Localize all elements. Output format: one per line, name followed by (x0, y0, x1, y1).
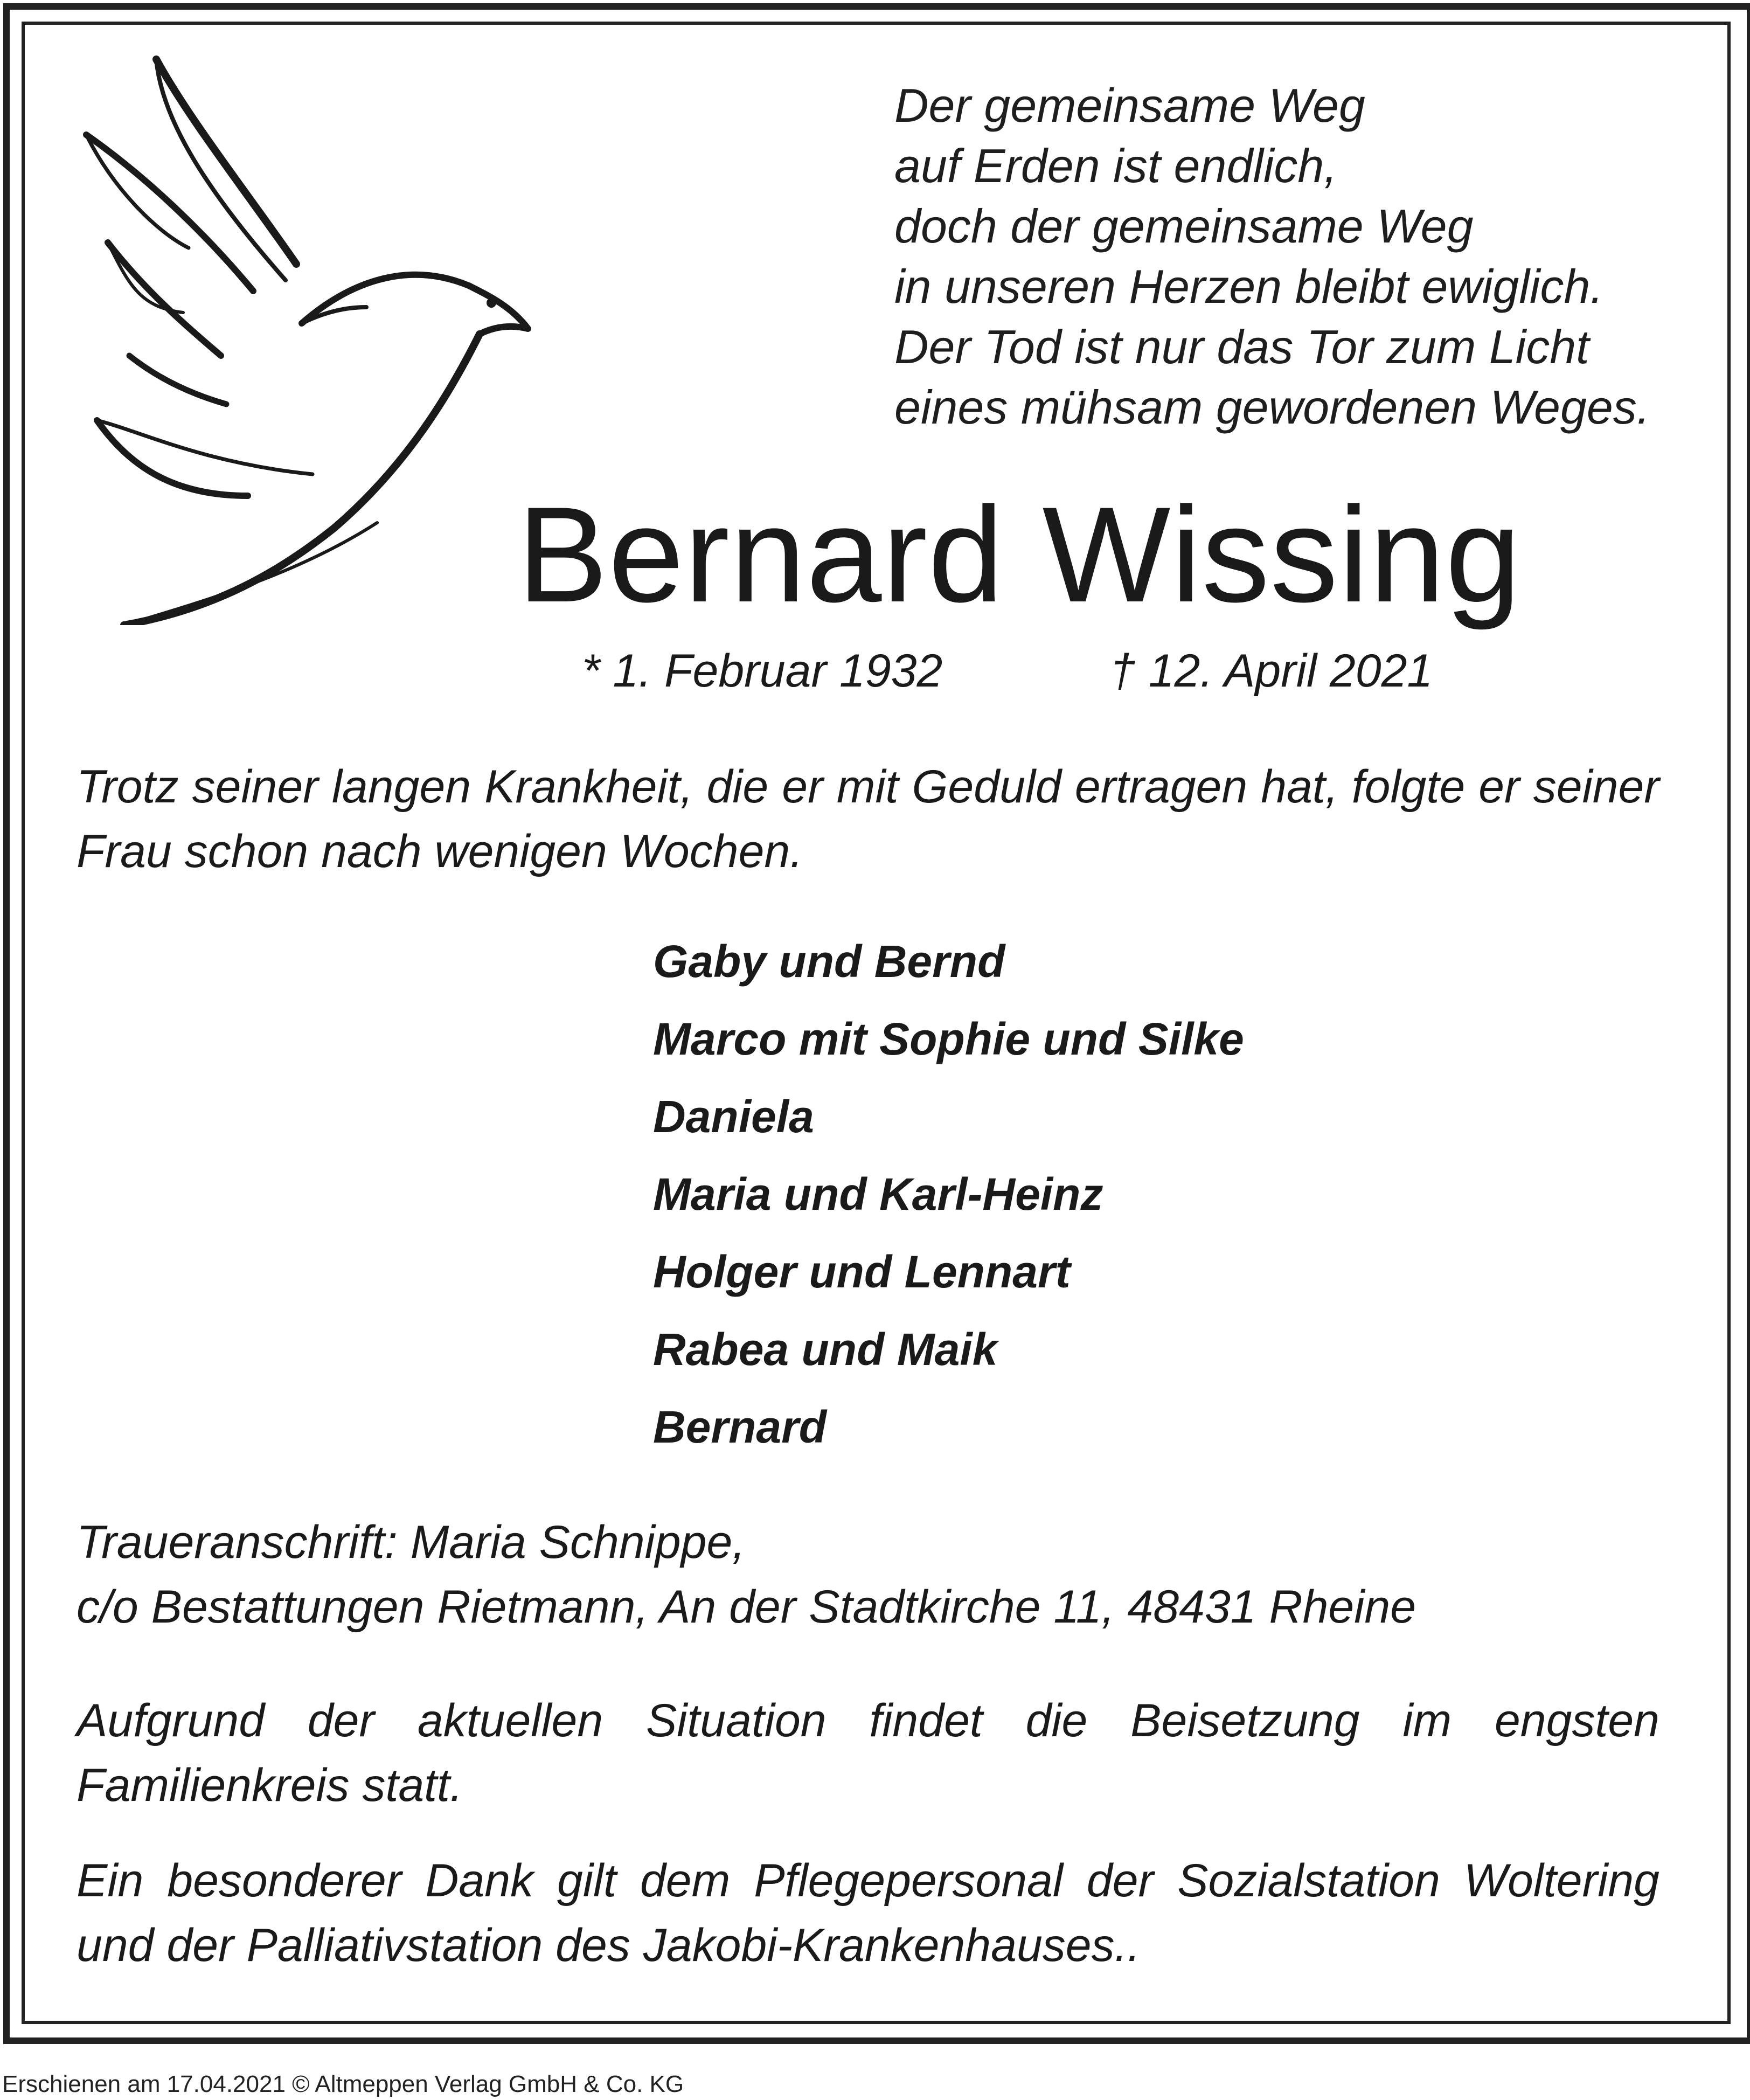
family-member: Holger und Lennart (653, 1246, 1071, 1297)
deceased-name: Bernard Wissing (517, 479, 1522, 630)
dove-icon (75, 54, 593, 625)
poem-line: eines mühsam gewordenen Weges. (894, 380, 1650, 434)
family-list (653, 923, 1244, 1466)
intro-paragraph: Trotz seiner langen Krankheit, die er mit Geduld ertragen hat, folgte er seiner Frau schon nach wenigen Wochen. (77, 761, 1659, 877)
poem-line: auf Erden ist endlich, (894, 139, 1337, 192)
mourning-address (77, 1510, 1416, 1639)
family-member: Maria und Karl-Heinz (653, 1169, 1103, 1219)
family-member: Rabea und Maik (653, 1324, 998, 1375)
poem-line: Der Tod ist nur das Tor zum Licht (894, 320, 1589, 373)
poem-line: in unseren Herzen bleibt ewiglich. (894, 260, 1603, 313)
family-member: Marco mit Sophie und Silke (653, 1014, 1244, 1064)
family-member: Daniela (653, 1091, 814, 1142)
thanks-paragraph: Ein besonderer Dank gilt dem Pflegepersonal der Sozialstation Woltering und der Palliativstation des Jakobi-Krankenhauses.. (77, 1855, 1659, 1971)
publication-footer: Erschienen am 17.04.2021 © Altmeppen Verlag GmbH & Co. KG (2, 2071, 684, 2097)
death-date: † 12. April 2021 (1110, 645, 1433, 697)
address-line: Traueranschrift: Maria Schnippe, (77, 1516, 746, 1568)
birth-date: * 1. Februar 1932 (582, 645, 943, 697)
family-member: Gaby und Bernd (653, 936, 1005, 987)
poem (894, 75, 1703, 438)
poem-line: doch der gemeinsame Weg (894, 199, 1474, 253)
address-line: c/o Bestattungen Rietmann, An der Stadtkirche 11, 48431 Rheine (77, 1581, 1416, 1633)
family-member: Bernard (653, 1402, 827, 1452)
burial-note: Aufgrund der aktuellen Situation findet die Beisetzung im engsten Familienkreis statt. (77, 1695, 1659, 1811)
poem-line: Der gemeinsame Weg (894, 79, 1365, 132)
